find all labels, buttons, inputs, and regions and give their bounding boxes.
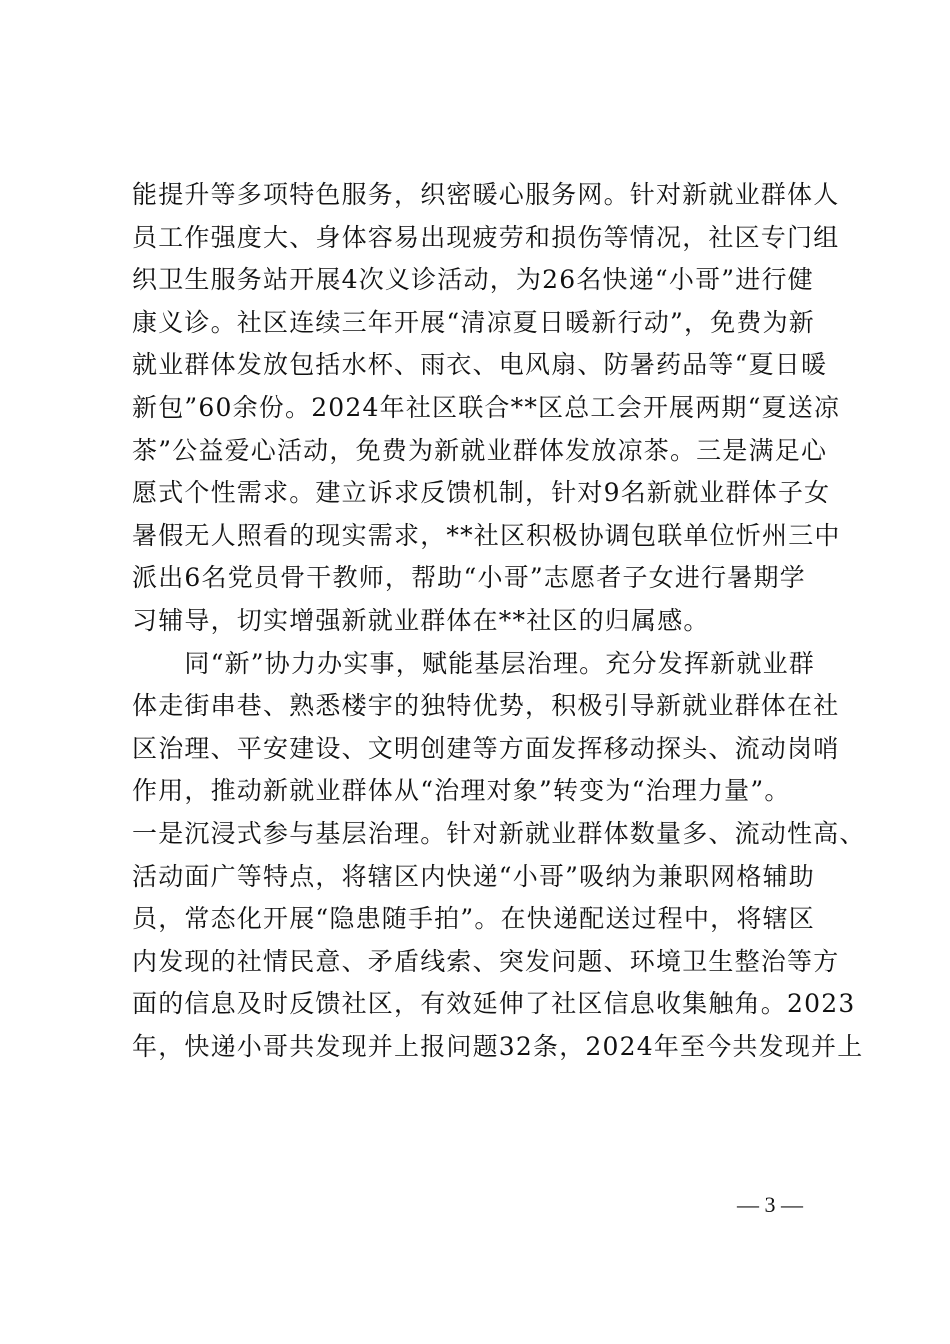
text-line: 内发现的社情民意、矛盾线索、突发问题、环境卫生整治等方	[132, 946, 840, 976]
text-line: 习辅导，切实增强新就业群体在**社区的归属感。	[132, 605, 710, 635]
paragraph-start-line: 同“新”协力办实事，赋能基层治理。充分发挥新就业群	[132, 648, 815, 678]
text-line: 面的信息及时反馈社区，有效延伸了社区信息收集触角。2023	[132, 989, 856, 1019]
text-line: 能提升等多项特色服务，织密暖心服务网。针对新就业群体人	[132, 180, 840, 209]
text-line: 织卫生服务站开展4次义诊活动，为26名快递“小哥”进行健	[132, 265, 814, 295]
text-line: 就业群体发放包括水杯、雨衣、电风扇、防暑药品等“夏日暖	[132, 350, 828, 380]
text-line: 一是沉浸式参与基层治理。针对新就业群体数量多、流动性高、	[132, 818, 866, 848]
text-line: 派出6名党员骨干教师，帮助“小哥”志愿者子女进行暑期学	[132, 563, 806, 593]
text-line: 康义诊。社区连续三年开展“清凉夏日暖新行动”，免费为新	[132, 307, 815, 337]
body-text	[132, 174, 866, 1068]
text-line: 体走街串巷、熟悉楼宇的独特优势，积极引导新就业群体在社	[132, 691, 840, 721]
text-line: 区治理、平安建设、文明创建等方面发挥移动探头、流动岗哨	[132, 733, 840, 763]
text-line: 年，快递小哥共发现并上报问题32条，2024年至今共发现并上	[132, 1031, 864, 1061]
page-number: — 3 —	[737, 1192, 803, 1217]
text-line: 茶”公益爱心活动，免费为新就业群体发放凉茶。三是满足心	[132, 435, 828, 465]
text-line: 新包”60余份。2024年社区联合**区总工会开展两期“夏送凉	[132, 392, 841, 422]
text-line: 员，常态化开展“隐患随手拍”。在快递配送过程中，将辖区	[132, 904, 815, 934]
text-line: 作用，推动新就业群体从“治理对象”转变为“治理力量”。	[132, 776, 791, 806]
text-line: 员工作强度大、身体容易出现疲劳和损伤等情况，社区专门组	[132, 222, 840, 252]
text-line: 愿式个性需求。建立诉求反馈机制，针对9名新就业群体子女	[132, 478, 831, 508]
text-line: 活动面广等特点，将辖区内快递“小哥”吸纳为兼职网格辅助	[132, 861, 815, 891]
text-line: 暑假无人照看的现实需求，**社区积极协调包联单位忻州三中	[132, 520, 841, 550]
